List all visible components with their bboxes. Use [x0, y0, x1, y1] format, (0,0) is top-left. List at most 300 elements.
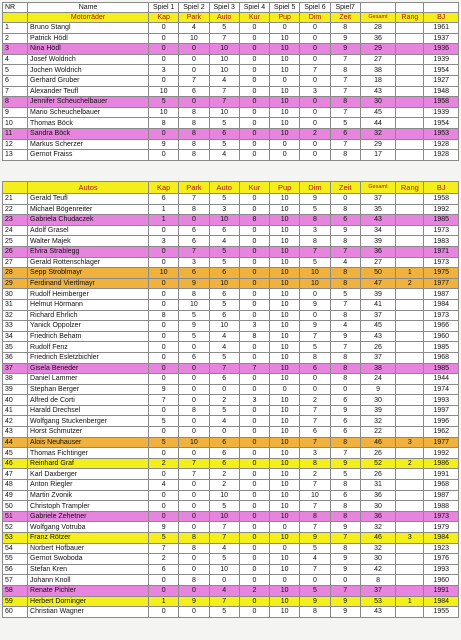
row-number: 34 [3, 331, 28, 342]
score-cell: 5 [300, 342, 330, 353]
score-cell: 6 [209, 128, 239, 139]
score-cell [396, 236, 424, 247]
score-cell: 0 [179, 427, 209, 438]
score-cell [396, 23, 424, 34]
score-cell: 0 [209, 384, 239, 395]
participant-name: Gerhard Gruber [28, 75, 149, 86]
score-cell: 0 [300, 118, 330, 129]
score-cell: 5 [209, 23, 239, 34]
score-cell: 8 [179, 533, 209, 544]
score-cell: 10 [300, 490, 330, 501]
score-cell: 10 [270, 501, 300, 512]
score-cell: 7 [300, 416, 330, 427]
score-cell: 1973 [424, 310, 459, 321]
score-cell: 1984 [424, 533, 459, 544]
score-cell: 3 [300, 448, 330, 459]
score-cell: 7 [149, 543, 179, 554]
score-cell: 6 [330, 490, 360, 501]
score-cell: 7 [330, 448, 360, 459]
score-cell: 3 [396, 437, 424, 448]
table-row [3, 204, 459, 215]
score-cell: 10 [270, 225, 300, 236]
row-number: 4 [3, 54, 28, 65]
score-cell: 0 [179, 374, 209, 385]
col-header: Gesamt [360, 13, 395, 23]
score-cell [396, 299, 424, 310]
score-cell: 9 [330, 405, 360, 416]
score-cell: 0 [300, 310, 330, 321]
nr-header: NR [3, 3, 28, 13]
score-cell: 43 [360, 607, 395, 618]
score-cell: 5 [209, 299, 239, 310]
score-cell: 39 [360, 289, 395, 300]
score-cell: 0 [179, 501, 209, 512]
score-cell: 0 [179, 490, 209, 501]
score-cell [396, 257, 424, 268]
row-number: 44 [3, 437, 28, 448]
score-cell: 0 [270, 75, 300, 86]
score-cell: 53 [360, 596, 395, 607]
participant-name: Alfred de Corti [28, 395, 149, 406]
score-cell: 0 [239, 194, 269, 205]
row-number: 59 [3, 596, 28, 607]
score-cell: 9 [149, 522, 179, 533]
score-cell: 41 [360, 299, 395, 310]
score-cell: 0 [239, 65, 269, 76]
score-cell: 8 [330, 236, 360, 247]
score-cell: 10 [270, 554, 300, 565]
score-cell: 0 [239, 511, 269, 522]
score-cell: 0 [149, 128, 179, 139]
table-row [3, 405, 459, 416]
score-cell: 1939 [424, 107, 459, 118]
row-number: 48 [3, 480, 28, 491]
score-cell: 0 [149, 321, 179, 332]
row-number: 30 [3, 289, 28, 300]
row-number: 21 [3, 194, 28, 205]
score-cell: 10 [270, 107, 300, 118]
participant-name: Bruno Stangl [28, 23, 149, 34]
table-row [3, 289, 459, 300]
score-cell: 5 [179, 331, 209, 342]
score-cell: 10 [270, 374, 300, 385]
score-cell: 7 [330, 54, 360, 65]
score-cell: 38 [360, 363, 395, 374]
score-cell: 10 [270, 416, 300, 427]
score-cell [396, 405, 424, 416]
participant-name: Rudolf Heimberger [28, 289, 149, 300]
score-cell: 0 [179, 215, 209, 226]
score-cell: 10 [179, 299, 209, 310]
score-cell: 43 [360, 86, 395, 97]
col-header: Rang [396, 13, 424, 23]
col-header: Kap [149, 13, 179, 23]
score-cell: 8 [330, 23, 360, 34]
score-cell: 1973 [424, 257, 459, 268]
table-row [3, 543, 459, 554]
score-cell: 5 [209, 257, 239, 268]
table-row [3, 54, 459, 65]
score-cell: 47 [360, 278, 395, 289]
table-row [3, 564, 459, 575]
row-number: 60 [3, 607, 28, 618]
score-cell: 0 [239, 97, 269, 108]
score-cell: 37 [360, 194, 395, 205]
participant-name: Alois Neuhauser [28, 437, 149, 448]
score-cell [396, 374, 424, 385]
table-row [3, 427, 459, 438]
score-cell: 0 [300, 54, 330, 65]
category-title: Motorräder [28, 13, 149, 23]
score-cell: 0 [239, 522, 269, 533]
score-cell: 0 [239, 543, 269, 554]
score-cell: 7 [209, 596, 239, 607]
table-row [3, 65, 459, 76]
score-cell: 1985 [424, 342, 459, 353]
row-number: 57 [3, 575, 28, 586]
score-cell: 1 [149, 204, 179, 215]
participant-name: Reinhard Graf [28, 458, 149, 469]
score-cell: 8 [360, 575, 395, 586]
score-cell: 7 [239, 363, 269, 374]
participant-name: Renate Pichler [28, 585, 149, 596]
score-cell: 0 [149, 427, 179, 438]
score-cell: 9 [330, 225, 360, 236]
score-cell: 5 [149, 533, 179, 544]
score-cell: 8 [330, 268, 360, 279]
score-cell: 10 [270, 128, 300, 139]
row-number: 22 [3, 204, 28, 215]
score-cell: 9 [330, 44, 360, 55]
score-cell: 10 [270, 321, 300, 332]
score-cell: 7 [330, 246, 360, 257]
score-cell: 7 [209, 97, 239, 108]
row-number: 56 [3, 564, 28, 575]
score-cell: 0 [149, 490, 179, 501]
col-header: Gesamt [360, 182, 395, 194]
score-cell: 26 [360, 469, 395, 480]
score-cell: 6 [330, 395, 360, 406]
table-row [3, 331, 459, 342]
score-cell [396, 86, 424, 97]
header-row-columns [3, 13, 459, 23]
score-cell: 36 [360, 490, 395, 501]
score-cell: 0 [239, 480, 269, 491]
score-cell: 50 [360, 268, 395, 279]
score-cell: 2 [300, 395, 330, 406]
participant-name: Nina Hödl [28, 44, 149, 55]
score-cell: 1962 [424, 427, 459, 438]
score-cell: 9 [330, 596, 360, 607]
row-number: 29 [3, 278, 28, 289]
score-cell: 8 [239, 215, 269, 226]
score-cell: 10 [270, 299, 300, 310]
score-cell: 1937 [424, 33, 459, 44]
score-cell: 0 [239, 150, 269, 161]
table-row [3, 342, 459, 353]
col-header: Kap [149, 182, 179, 194]
score-cell: 1973 [424, 225, 459, 236]
participant-name: Richard Ehrlich [28, 310, 149, 321]
score-cell: 0 [239, 257, 269, 268]
score-cell [396, 150, 424, 161]
score-cell: 1923 [424, 543, 459, 554]
score-cell: 1 [396, 596, 424, 607]
score-cell: 8 [179, 107, 209, 118]
table-row [3, 607, 459, 618]
score-cell: 7 [330, 585, 360, 596]
score-cell: 1993 [424, 395, 459, 406]
score-cell: 45 [360, 321, 395, 332]
col-header: Kur [239, 13, 269, 23]
score-cell: 0 [300, 150, 330, 161]
score-cell: 5 [330, 289, 360, 300]
score-cell: 1960 [424, 331, 459, 342]
score-cell: 5 [209, 554, 239, 565]
score-cell: 1988 [424, 501, 459, 512]
score-cell: 0 [239, 501, 269, 512]
score-cell: 10 [270, 54, 300, 65]
score-cell: 0 [300, 374, 330, 385]
score-cell: 10 [270, 44, 300, 55]
score-cell [396, 416, 424, 427]
score-cell: 4 [300, 554, 330, 565]
score-cell: 10 [270, 268, 300, 279]
score-cell: 9 [149, 384, 179, 395]
score-cell: 7 [330, 86, 360, 97]
score-cell: 1997 [424, 405, 459, 416]
score-cell: 10 [270, 427, 300, 438]
score-cell [396, 469, 424, 480]
row-number: 27 [3, 257, 28, 268]
score-cell [396, 501, 424, 512]
participant-name: Jochen Woldrich [28, 65, 149, 76]
score-cell: 0 [270, 543, 300, 554]
participant-name: Helmut Hörmann [28, 299, 149, 310]
score-cell [396, 194, 424, 205]
row-number: 55 [3, 554, 28, 565]
table-row [3, 448, 459, 459]
score-cell: 9 [330, 607, 360, 618]
score-cell: 0 [149, 501, 179, 512]
score-cell: 3 [239, 395, 269, 406]
score-cell: 0 [239, 437, 269, 448]
score-cell: 0 [239, 405, 269, 416]
score-cell: 8 [300, 352, 330, 363]
score-cell: 2 [396, 458, 424, 469]
participant-name: Wolfgang Votruba [28, 522, 149, 533]
score-cell [396, 480, 424, 491]
score-cell: 2 [239, 585, 269, 596]
table-row [3, 480, 459, 491]
score-cell: 10 [209, 564, 239, 575]
score-cell: 10 [209, 321, 239, 332]
table-row [3, 490, 459, 501]
score-cell: 8 [330, 278, 360, 289]
score-cell: 5 [209, 607, 239, 618]
score-cell: 0 [149, 607, 179, 618]
row-number: 39 [3, 384, 28, 395]
score-cell: 0 [149, 257, 179, 268]
score-cell: 10 [270, 533, 300, 544]
score-cell: 7 [330, 139, 360, 150]
score-cell: 0 [179, 384, 209, 395]
score-cell: 0 [239, 575, 269, 586]
score-cell: 6 [300, 363, 330, 374]
score-cell [396, 97, 424, 108]
score-cell [396, 384, 424, 395]
score-cell: 10 [270, 448, 300, 459]
participant-name: Gerald Teufl [28, 194, 149, 205]
participant-name: Martin Zvonik [28, 490, 149, 501]
score-cell: 0 [179, 522, 209, 533]
score-cell: 0 [149, 246, 179, 257]
row-number: 12 [3, 139, 28, 150]
game-header: Spiel 5 [270, 3, 300, 13]
score-cell: 0 [239, 236, 269, 247]
score-cell: 10 [209, 65, 239, 76]
participant-name: Thomas Fichtinger [28, 448, 149, 459]
table-row [3, 585, 459, 596]
score-cell: 0 [179, 511, 209, 522]
score-cell: 7 [300, 246, 330, 257]
score-cell: 8 [330, 65, 360, 76]
score-cell: 5 [209, 352, 239, 363]
score-cell: 10 [270, 352, 300, 363]
score-cell: 4 [209, 543, 239, 554]
table-row [3, 97, 459, 108]
score-cell: 2 [396, 278, 424, 289]
score-cell: 10 [270, 490, 300, 501]
table-row [3, 395, 459, 406]
score-cell: 6 [209, 310, 239, 321]
score-cell [396, 352, 424, 363]
score-cell: 1977 [424, 278, 459, 289]
table-row [3, 33, 459, 44]
score-cell: 10 [270, 564, 300, 575]
score-cell: 0 [209, 575, 239, 586]
row-number: 31 [3, 299, 28, 310]
score-cell: 5 [330, 469, 360, 480]
row-number: 36 [3, 352, 28, 363]
score-cell: 0 [149, 299, 179, 310]
score-cell: 4 [209, 416, 239, 427]
score-cell: 0 [300, 107, 330, 118]
score-cell: 6 [209, 225, 239, 236]
score-cell: 1928 [424, 150, 459, 161]
score-cell: 10 [270, 363, 300, 374]
score-cell: 8 [330, 501, 360, 512]
score-cell: 0 [179, 342, 209, 353]
row-number: 13 [3, 150, 28, 161]
score-cell: 27 [360, 257, 395, 268]
score-cell: 30 [360, 97, 395, 108]
score-cell: 10 [270, 458, 300, 469]
table-row [3, 86, 459, 97]
score-cell: 10 [270, 118, 300, 129]
score-cell: 0 [300, 44, 330, 55]
score-cell: 1984 [424, 596, 459, 607]
score-cell: 2 [209, 469, 239, 480]
score-cell: 10 [270, 310, 300, 321]
row-number: 1 [3, 23, 28, 34]
score-cell: 1987 [424, 490, 459, 501]
row-number: 45 [3, 448, 28, 459]
score-cell: 7 [300, 331, 330, 342]
score-cell: 10 [270, 395, 300, 406]
score-cell: 4 [330, 257, 360, 268]
score-cell: 1953 [424, 128, 459, 139]
score-cell: 1960 [424, 575, 459, 586]
participant-name: Adolf Grasel [28, 225, 149, 236]
score-cell: 6 [300, 427, 330, 438]
score-cell: 10 [270, 331, 300, 342]
score-cell: 1976 [424, 554, 459, 565]
score-cell: 0 [179, 564, 209, 575]
score-cell: 1996 [424, 416, 459, 427]
row-number: 2 [3, 33, 28, 44]
score-cell: 30 [360, 554, 395, 565]
score-cell: 8 [330, 97, 360, 108]
auto-table [2, 181, 459, 618]
score-cell: 5 [300, 543, 330, 554]
score-cell: 32 [360, 128, 395, 139]
score-cell: 10 [179, 437, 209, 448]
score-cell: 0 [149, 585, 179, 596]
score-cell: 7 [330, 107, 360, 118]
score-cell: 0 [179, 54, 209, 65]
score-cell: 6 [330, 128, 360, 139]
row-number: 7 [3, 86, 28, 97]
participant-name: Thomas Böck [28, 118, 149, 129]
table-row [3, 374, 459, 385]
score-cell: 0 [179, 44, 209, 55]
table-row [3, 246, 459, 257]
score-cell: 36 [360, 246, 395, 257]
score-cell [396, 107, 424, 118]
participant-name: Walter Majek [28, 236, 149, 247]
table-row [3, 268, 459, 279]
score-cell: 0 [330, 194, 360, 205]
score-cell: 0 [149, 342, 179, 353]
score-cell: 0 [179, 97, 209, 108]
score-cell [396, 139, 424, 150]
score-cell: 8 [330, 511, 360, 522]
score-cell: 0 [239, 128, 269, 139]
participant-name: Harald Drechsel [28, 405, 149, 416]
score-cell: 8 [330, 437, 360, 448]
score-cell: 0 [149, 75, 179, 86]
score-cell: 7 [179, 458, 209, 469]
score-cell: 0 [239, 139, 269, 150]
score-cell [396, 363, 424, 374]
category-title: Autos [28, 182, 149, 194]
score-cell: 0 [239, 268, 269, 279]
score-cell: 18 [360, 75, 395, 86]
col-header: Dim [300, 13, 330, 23]
participant-name: Wolfgang Stuckenberger [28, 416, 149, 427]
table-row [3, 236, 459, 247]
score-cell: 0 [179, 65, 209, 76]
participant-name: Markus Scherzer [28, 139, 149, 150]
score-cell: 6 [330, 427, 360, 438]
score-cell: 8 [300, 215, 330, 226]
table-row [3, 363, 459, 374]
col-header: Park [179, 182, 209, 194]
score-cell: 4 [209, 150, 239, 161]
col-header: Rang [396, 182, 424, 194]
participant-name: Karl Daxberger [28, 469, 149, 480]
